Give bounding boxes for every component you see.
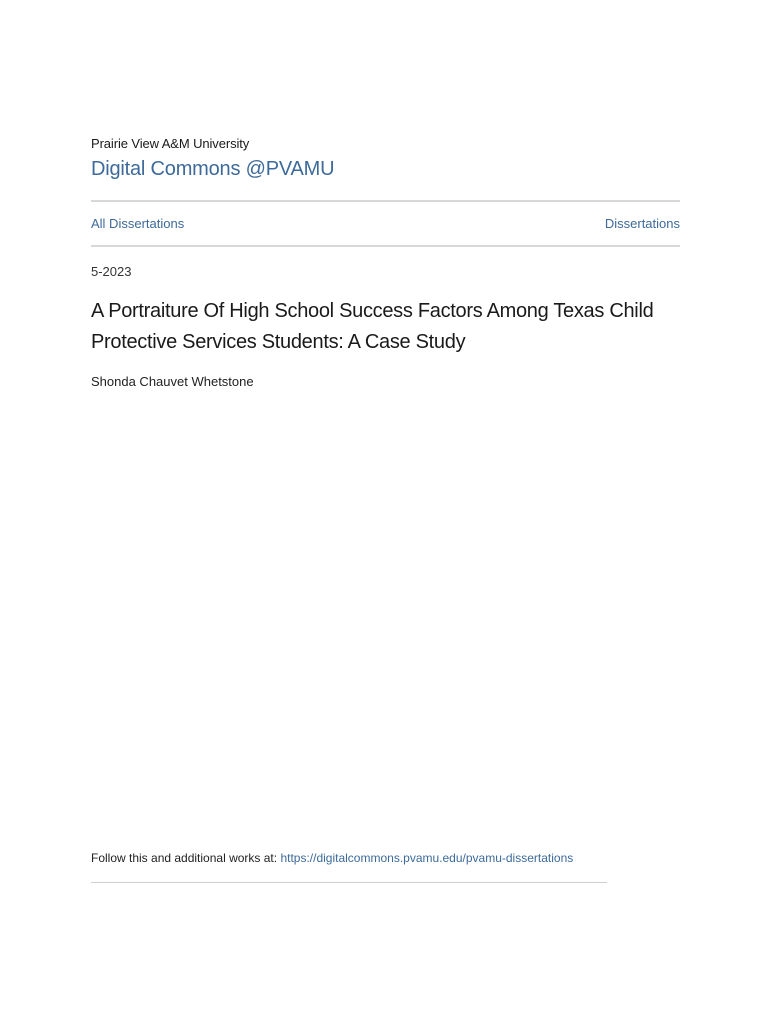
document-title: A Portraiture Of High School Success Factors Among Texas Child Protective Services Students: A Case Study — [91, 300, 654, 353]
follow-text: Follow this and additional works at: — [91, 851, 281, 865]
institution-name: Prairie View A&M University — [91, 136, 250, 151]
follow-line — [91, 851, 573, 865]
middle-divider — [91, 245, 680, 247]
dissertations-link[interactable]: Dissertations — [604, 216, 680, 231]
all-dissertations-link[interactable]: All Dissertations — [91, 216, 185, 231]
author-name: Shonda Chauvet Whetstone — [91, 374, 254, 389]
publication-date: 5-2023 — [91, 264, 132, 279]
cover-page — [91, 0, 680, 1024]
top-divider — [91, 200, 680, 202]
collection-url-link[interactable]: https://digitalcommons.pvamu.edu/pvamu-dissertations — [280, 851, 574, 865]
repository-link[interactable]: Digital Commons @PVAMU — [91, 158, 335, 180]
bottom-divider — [91, 882, 607, 883]
